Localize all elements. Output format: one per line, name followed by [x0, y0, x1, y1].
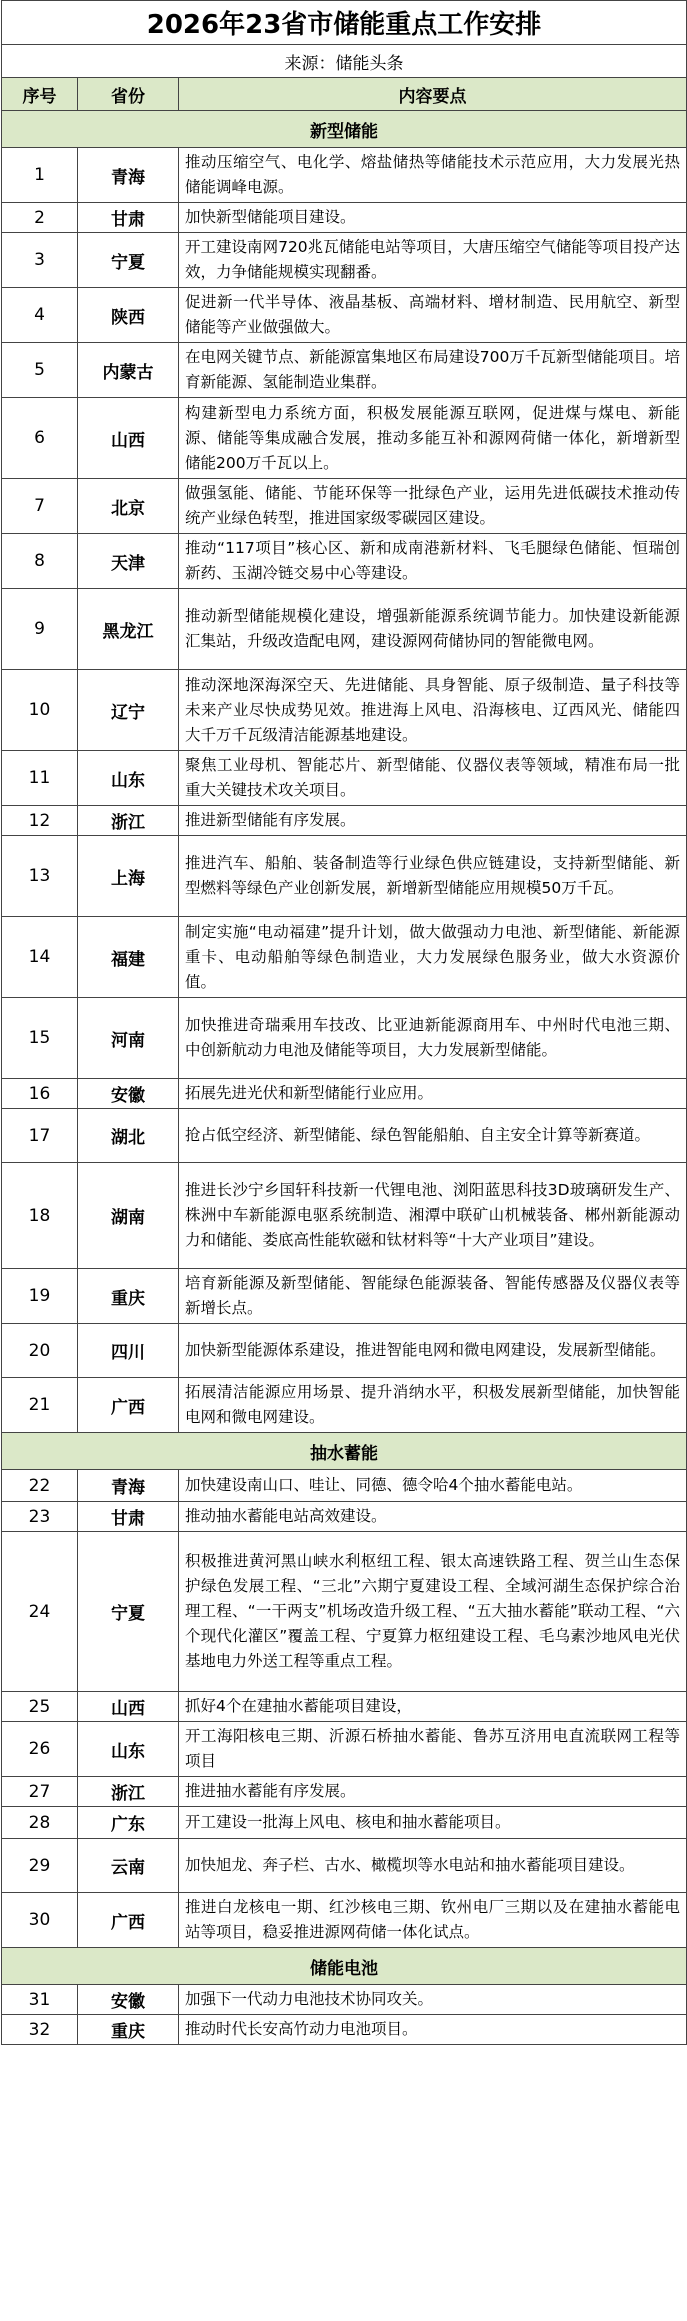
row-province: 陕西: [78, 288, 179, 343]
row-province: 广东: [78, 1807, 179, 1839]
table-row: [2, 1163, 687, 1269]
title-row: [2, 1, 687, 45]
table-row: [2, 1269, 687, 1324]
row-number: 13: [2, 836, 78, 917]
row-number: 32: [2, 2015, 78, 2045]
row-number: 22: [2, 1470, 78, 1502]
row-province: 山西: [78, 1692, 179, 1722]
section-header-row: [2, 111, 687, 148]
row-number: 21: [2, 1378, 78, 1433]
row-province: 山西: [78, 398, 179, 479]
row-number: 29: [2, 1839, 78, 1893]
table-row: [2, 233, 687, 288]
row-number: 10: [2, 670, 78, 751]
row-province: 福建: [78, 917, 179, 998]
section-header-row: [2, 1433, 687, 1470]
row-number: 16: [2, 1079, 78, 1109]
row-province: 浙江: [78, 806, 179, 836]
table-row: [2, 203, 687, 233]
table-row: [2, 1722, 687, 1777]
header-province: 省份: [78, 78, 179, 111]
table-row: [2, 1893, 687, 1948]
row-content: 加快新型能源体系建设，推进智能电网和微电网建设，发展新型储能。: [179, 1324, 687, 1378]
row-content: 在电网关键节点、新能源富集地区布局建设700万千瓦新型储能项目。培育新能源、氢能制造业集群。: [179, 343, 687, 398]
row-number: 11: [2, 751, 78, 806]
table-row: [2, 2015, 687, 2045]
row-content: 抓好4个在建抽水蓄能项目建设，: [179, 1692, 687, 1722]
row-content: 推进汽车、船舶、装备制造等行业绿色供应链建设，支持新型储能、新型燃料等绿色产业创新发展，新增新型储能应用规模50万千瓦。: [179, 836, 687, 917]
table-row: [2, 998, 687, 1079]
table-row: [2, 1079, 687, 1109]
row-province: 内蒙古: [78, 343, 179, 398]
table-row: [2, 1502, 687, 1532]
section-title: 新型储能: [2, 111, 687, 148]
row-province: 安徽: [78, 1079, 179, 1109]
row-province: 湖南: [78, 1163, 179, 1269]
source-row: [2, 45, 687, 78]
header-content: 内容要点: [179, 78, 687, 111]
row-content: 加快推进奇瑞乘用车技改、比亚迪新能源商用车、中州时代电池三期、中创新航动力电池及储能等项目，大力发展新型储能。: [179, 998, 687, 1079]
row-number: 7: [2, 479, 78, 534]
row-content: 推动抽水蓄能电站高效建设。: [179, 1502, 687, 1532]
row-province: 北京: [78, 479, 179, 534]
row-province: 重庆: [78, 2015, 179, 2045]
table-row: [2, 1378, 687, 1433]
row-number: 30: [2, 1893, 78, 1948]
table-row: [2, 836, 687, 917]
row-number: 14: [2, 917, 78, 998]
row-content: 加快新型储能项目建设。: [179, 203, 687, 233]
row-content: 推动压缩空气、电化学、熔盐储热等储能技术示范应用，大力发展光热储能调峰电源。: [179, 148, 687, 203]
row-content: 制定实施“电动福建”提升计划，做大做强动力电池、新型储能、新能源重卡、电动船舶等绿色制造业，大力发展绿色服务业，做大水资源价值。: [179, 917, 687, 998]
section-title: 抽水蓄能: [2, 1433, 687, 1470]
section-header-row: [2, 1948, 687, 1985]
header-num: 序号: [2, 78, 78, 111]
row-content: 开工建设南网720兆瓦储能电站等项目，大唐压缩空气储能等项目投产达效，力争储能规模实现翻番。: [179, 233, 687, 288]
row-number: 12: [2, 806, 78, 836]
row-content: 推进抽水蓄能有序发展。: [179, 1777, 687, 1807]
table-row: [2, 751, 687, 806]
row-content: 积极推进黄河黑山峡水利枢纽工程、银太高速铁路工程、贺兰山生态保护绿色发展工程、“三北”六期宁夏建设工程、全域河湖生态保护综合治理工程、“一干两支”机场改造升级工程、“五大抽水蓄能”联动工程、“六个现代化灌区”覆盖工程、宁夏算力枢纽建设工程、毛乌素沙地风电光伏基地电力外送工程等重点工程。: [179, 1532, 687, 1692]
row-province: 河南: [78, 998, 179, 1079]
row-number: 23: [2, 1502, 78, 1532]
row-content: 开工建设一批海上风电、核电和抽水蓄能项目。: [179, 1807, 687, 1839]
row-content: 促进新一代半导体、液晶基板、高端材料、增材制造、民用航空、新型储能等产业做强做大。: [179, 288, 687, 343]
table-row: [2, 1324, 687, 1378]
table-row: [2, 589, 687, 670]
row-number: 19: [2, 1269, 78, 1324]
table-row: [2, 670, 687, 751]
row-content: 加强下一代动力电池技术协同攻关。: [179, 1985, 687, 2015]
row-content: 推进白龙核电一期、红沙核电三期、钦州电厂三期以及在建抽水蓄能电站等项目，稳妥推进源网荷储一体化试点。: [179, 1893, 687, 1948]
row-content: 推动“117项目”核心区、新和成南港新材料、飞毛腿绿色储能、恒瑞创新药、玉湖冷链交易中心等建设。: [179, 534, 687, 589]
row-content: 推动时代长安高竹动力电池项目。: [179, 2015, 687, 2045]
row-number: 1: [2, 148, 78, 203]
table-row: [2, 1807, 687, 1839]
row-number: 31: [2, 1985, 78, 2015]
row-content: 构建新型电力系统方面，积极发展能源互联网，促进煤与煤电、新能源、储能等集成融合发展，推动多能互补和源网荷储一体化，新增新型储能200万千瓦以上。: [179, 398, 687, 479]
table-row: [2, 148, 687, 203]
table-row: [2, 288, 687, 343]
row-content: 聚焦工业母机、智能芯片、新型储能、仪器仪表等领域，精准布局一批重大关键技术攻关项目。: [179, 751, 687, 806]
row-content: 抢占低空经济、新型储能、绿色智能船舶、自主安全计算等新赛道。: [179, 1109, 687, 1163]
row-province: 广西: [78, 1378, 179, 1433]
source-text: 来源：储能头条: [2, 45, 687, 78]
row-number: 25: [2, 1692, 78, 1722]
table-row: [2, 806, 687, 836]
row-content: 拓展先进光伏和新型储能行业应用。: [179, 1079, 687, 1109]
row-number: 18: [2, 1163, 78, 1269]
row-content: 推进新型储能有序发展。: [179, 806, 687, 836]
row-province: 宁夏: [78, 233, 179, 288]
row-province: 安徽: [78, 1985, 179, 2015]
row-number: 6: [2, 398, 78, 479]
row-number: 3: [2, 233, 78, 288]
row-province: 天津: [78, 534, 179, 589]
row-content: 培育新能源及新型储能、智能绿色能源装备、智能传感器及仪器仪表等新增长点。: [179, 1269, 687, 1324]
row-content: 推动深地深海深空天、先进储能、具身智能、原子级制造、量子科技等未来产业尽快成势见效。推进海上风电、沿海核电、辽西风光、储能四大千万千瓦级清洁能源基地建设。: [179, 670, 687, 751]
table-row: [2, 534, 687, 589]
row-number: 2: [2, 203, 78, 233]
table-row: [2, 1532, 687, 1692]
table-row: [2, 1109, 687, 1163]
row-province: 浙江: [78, 1777, 179, 1807]
row-number: 26: [2, 1722, 78, 1777]
row-province: 宁夏: [78, 1532, 179, 1692]
row-content: 推进长沙宁乡国轩科技新一代锂电池、浏阳蓝思科技3D玻璃研发生产、株洲中车新能源电驱系统制造、湘潭中联矿山机械装备、郴州新能源动力和储能、娄底高性能软磁和钛材料等“十大产业项目”建设。: [179, 1163, 687, 1269]
page-title: 2026年23省市储能重点工作安排: [2, 1, 687, 45]
row-content: 推动新型储能规模化建设，增强新能源系统调节能力。加快建设新能源汇集站，升级改造配电网，建设源网荷储协同的智能微电网。: [179, 589, 687, 670]
row-number: 4: [2, 288, 78, 343]
header-row: [2, 78, 687, 111]
row-province: 辽宁: [78, 670, 179, 751]
row-number: 27: [2, 1777, 78, 1807]
table-row: [2, 479, 687, 534]
table-row: [2, 1777, 687, 1807]
row-number: 15: [2, 998, 78, 1079]
row-number: 5: [2, 343, 78, 398]
row-content: 开工海阳核电三期、沂源石桥抽水蓄能、鲁苏互济用电直流联网工程等项目: [179, 1722, 687, 1777]
section-title: 储能电池: [2, 1948, 687, 1985]
row-content: 拓展清洁能源应用场景、提升消纳水平，积极发展新型储能，加快智能电网和微电网建设。: [179, 1378, 687, 1433]
row-content: 加快建设南山口、哇让、同德、德令哈4个抽水蓄能电站。: [179, 1470, 687, 1502]
row-province: 青海: [78, 148, 179, 203]
row-province: 云南: [78, 1839, 179, 1893]
work-plan-table: [1, 0, 687, 2045]
table-row: [2, 398, 687, 479]
row-province: 黑龙江: [78, 589, 179, 670]
row-number: 17: [2, 1109, 78, 1163]
table-row: [2, 917, 687, 998]
table-row: [2, 1692, 687, 1722]
table-row: [2, 1839, 687, 1893]
row-province: 山东: [78, 751, 179, 806]
table-row: [2, 1470, 687, 1502]
row-number: 20: [2, 1324, 78, 1378]
row-number: 8: [2, 534, 78, 589]
row-number: 28: [2, 1807, 78, 1839]
row-province: 山东: [78, 1722, 179, 1777]
row-province: 上海: [78, 836, 179, 917]
table-row: [2, 343, 687, 398]
row-number: 9: [2, 589, 78, 670]
row-province: 湖北: [78, 1109, 179, 1163]
row-province: 重庆: [78, 1269, 179, 1324]
row-number: 24: [2, 1532, 78, 1692]
table-row: [2, 1985, 687, 2015]
row-province: 甘肃: [78, 1502, 179, 1532]
row-content: 加快旭龙、奔子栏、古水、橄榄坝等水电站和抽水蓄能项目建设。: [179, 1839, 687, 1893]
row-content: 做强氢能、储能、节能环保等一批绿色产业，运用先进低碳技术推动传统产业绿色转型，推进国家级零碳园区建设。: [179, 479, 687, 534]
row-province: 青海: [78, 1470, 179, 1502]
row-province: 四川: [78, 1324, 179, 1378]
row-province: 广西: [78, 1893, 179, 1948]
row-province: 甘肃: [78, 203, 179, 233]
